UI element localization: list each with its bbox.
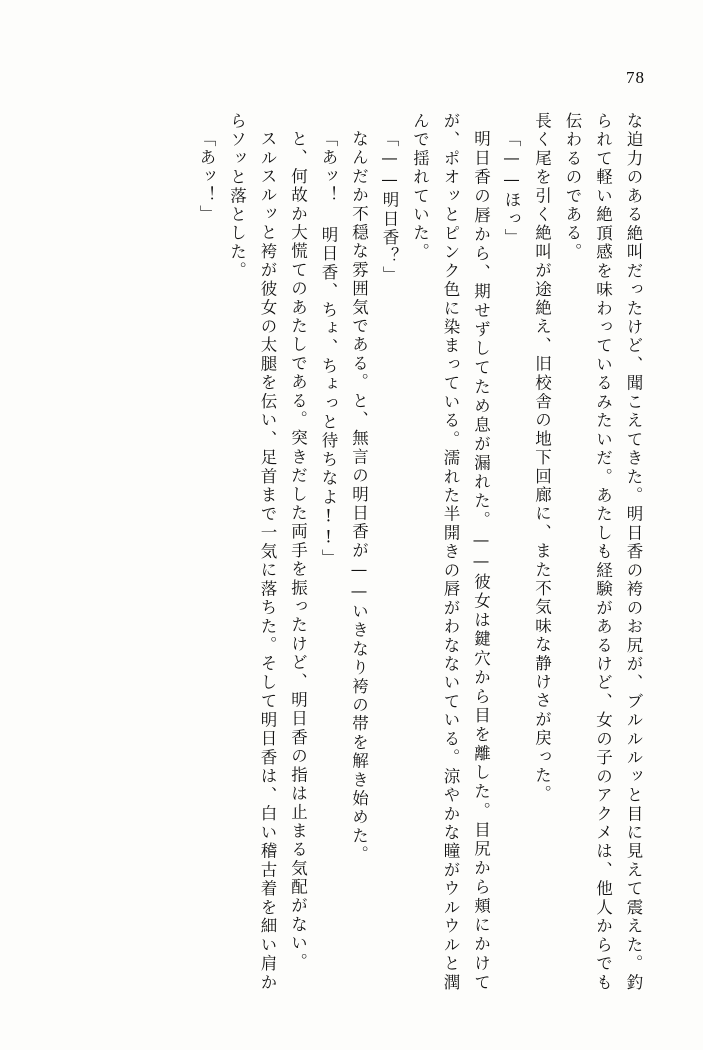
page-text-body: [60, 112, 648, 992]
paragraph: 「あッ！」: [197, 130, 216, 224]
paragraph: な迫力のある絶叫だったけど、聞こえてきた。明日香の袴のお尻が、ブルルルッと目に見えて震えた。釣られて軽い絶頂感を味わっているみたいだ。あたしも経験があるけど、女の子のアクメは、他人からでも伝わるのである。: [563, 112, 643, 992]
page-number: 78: [626, 68, 645, 87]
paragraph: なんだか不穏な雰囲気である。と、無言の明日香が——いきなり袴の帯を解き始めた。: [349, 130, 369, 865]
paragraph: と、何故か大慌てのあたしである。突きだした両手を振ったけど、明日香の指は止まる気配がない。: [288, 130, 308, 972]
paragraph: 「——明日香？」: [380, 130, 399, 285]
paragraph: 長く尾を引く絶叫が途絶え、旧校舎の地下回廊に、また不気味な静けさが戻った。: [532, 112, 552, 804]
paragraph: 「——ほっ」: [502, 130, 521, 248]
paragraph: 「あッ！ 明日香、ちょ、ちょっと待ちなよ!!」: [319, 130, 338, 568]
paragraph: 明日香の唇から、期せずしてため息が漏れた。——彼女は鍵穴から目を離した。目尻から頬にかけてが、ポオッとピンク色に染まっている。濡れた半開きの唇がわなないている。涼やかな瞳がウルウルと潤んで揺れていた。: [410, 112, 491, 992]
paragraph: スルスルッと袴が彼女の太腿を伝い、足首まで一気に落ちた。そして明日香は、白い稽古着を細い肩からソッと落とした。: [227, 112, 277, 992]
